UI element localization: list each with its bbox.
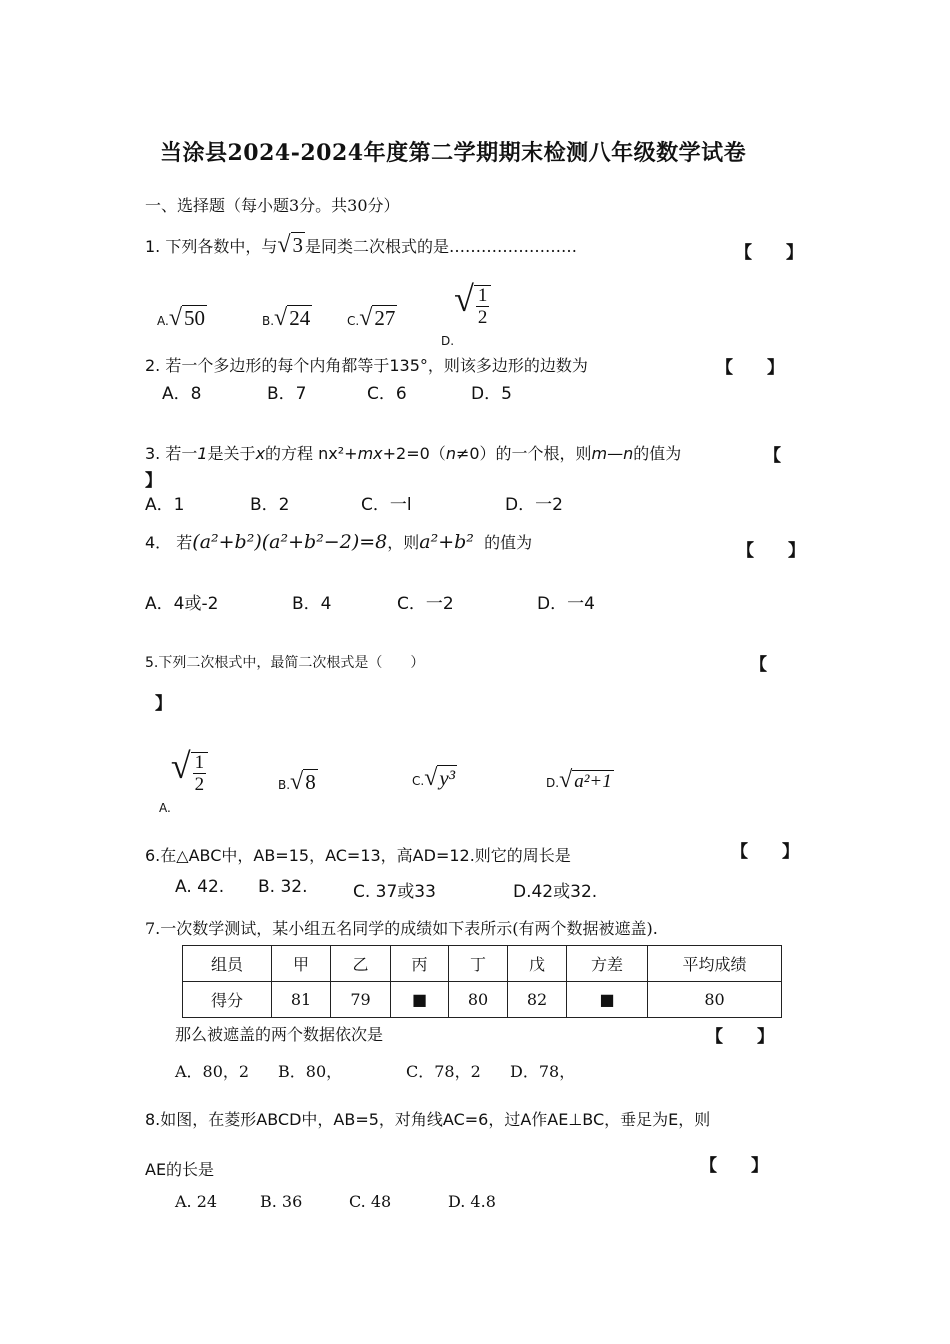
- q7-option-b: B．80，: [278, 1062, 343, 1081]
- q8-answer-bracket: 【 】: [700, 1156, 768, 1176]
- q5-option-b: B.√8: [278, 769, 316, 795]
- q7-question: 那么被遮盖的两个数据依次是: [175, 1025, 384, 1044]
- q8-option-a: A. 24: [175, 1192, 218, 1211]
- table-header-cell: 组员: [183, 946, 272, 982]
- q2-option-a: A．8: [162, 384, 202, 404]
- question-5: 5.下列二次根式中，最简二次根式是（ ）: [145, 655, 425, 671]
- question-8: 8.如图，在菱形ABCD中，AB=5，对角线AC=6，过A作AE⊥BC，垂足为E，则: [145, 1110, 711, 1129]
- q2-option-d: D．5: [471, 384, 512, 404]
- q6-answer-bracket: 【 】: [731, 842, 799, 862]
- q5-option-c: C.√y³: [412, 765, 455, 791]
- q4-option-c: C．一2: [397, 594, 454, 614]
- q4-expression: a²+b²: [419, 531, 474, 553]
- question-7: 7.一次数学测试，某小组五名同学的成绩如下表所示(有两个数据被遮盖).: [145, 919, 658, 938]
- table-cell: ■: [391, 982, 449, 1018]
- q3-option-c: C．一l: [361, 495, 412, 515]
- table-cell: ■: [567, 982, 648, 1018]
- page-title: 当涂县2024-2024年度第二学期期末检测八年级数学试卷: [160, 140, 747, 166]
- q4-equation: (a²+b²)(a²+b²−2)=8: [192, 531, 388, 553]
- q4-option-d: D．一4: [537, 594, 595, 614]
- q2-option-c: C．6: [367, 384, 407, 404]
- q6-option-c: C. 37或33: [353, 882, 436, 902]
- q3-option-a: A．1: [145, 495, 185, 515]
- q5-option-d: D.√ a²+1: [546, 767, 612, 793]
- question-2: 2. 若一个多边形的每个内角都等于135°，则该多边形的边数为: [145, 356, 588, 375]
- q1-prefix: 1. 下列各数中，与: [145, 237, 278, 256]
- table-header-cell: 丁: [449, 946, 508, 982]
- q6-option-a: A. 42.: [175, 877, 225, 897]
- table-cell: 82: [508, 982, 567, 1018]
- table-cell: 79: [331, 982, 391, 1018]
- q6-option-d: D.42或32.: [513, 882, 598, 902]
- table-header-cell: 平均成绩: [648, 946, 782, 982]
- table-header-cell: 甲: [272, 946, 331, 982]
- question-3: 3. 若一1是关于x的方程 nx²+mx+2=0（n≠0）的一个根，则m—n的值为: [145, 444, 682, 463]
- q3-option-b: B．2: [250, 495, 290, 515]
- q1-suffix: 是同类二次根式的是……………………: [305, 237, 578, 256]
- score-table: [182, 945, 782, 1018]
- q8-option-c: C. 48: [349, 1192, 392, 1211]
- question-1: [145, 232, 577, 259]
- q1-option-c: C.√27: [347, 305, 396, 331]
- q8-option-d: D. 4.8: [448, 1192, 496, 1211]
- q5-bracket-close: 】: [155, 694, 172, 714]
- table-header-row: [183, 946, 782, 982]
- q4-option-a: A．4或-2: [145, 594, 219, 614]
- q8-option-b: B. 36: [260, 1192, 303, 1211]
- q7-option-c: C．78，2: [406, 1062, 481, 1081]
- q3-bracket-open: 【: [764, 446, 781, 466]
- q8-line-2: AE的长是: [145, 1160, 215, 1179]
- q1-answer-bracket: 【 】: [735, 243, 803, 263]
- q4-option-b: B．4: [292, 594, 332, 614]
- q2-option-b: B．7: [267, 384, 307, 404]
- q6-option-b: B. 32.: [258, 877, 308, 897]
- q1-radical: √3: [277, 232, 304, 258]
- section-heading: 一、选择题（每小题3分。共30分）: [145, 196, 400, 215]
- question-6: 6.在△ABC中，AB=15，AC=13，高AD=12.则它的周长是: [145, 846, 571, 865]
- q3-option-d: D．一2: [505, 495, 563, 515]
- q7-option-a: A．80，2: [175, 1062, 250, 1081]
- q1-option-a: A.√50: [157, 305, 205, 331]
- table-header-cell: 戊: [508, 946, 567, 982]
- table-cell: 80: [648, 982, 782, 1018]
- table-cell: 81: [272, 982, 331, 1018]
- q5-bracket-open: 【: [750, 655, 767, 675]
- q1-option-d: $_{D.}$√ $\frac{1}{2}$: [441, 278, 491, 348]
- q2-answer-bracket: 【 】: [716, 358, 784, 378]
- table-header-cell: 方差: [567, 946, 648, 982]
- table-header-cell: 乙: [331, 946, 391, 982]
- q7-answer-bracket: 【 】: [706, 1027, 774, 1047]
- q1-option-b: B.√24: [262, 305, 311, 331]
- question-4: 4． 若(a²+b²)(a²+b²−2)=8，则a²+b² 的值为: [145, 531, 533, 553]
- table-cell: 80: [449, 982, 508, 1018]
- table-header-cell: 丙: [391, 946, 449, 982]
- table-cell: 得分: [183, 982, 272, 1018]
- table-row: [183, 982, 782, 1018]
- q3-bracket-close: 】: [145, 471, 162, 491]
- q4-answer-bracket: 【 】: [737, 541, 805, 561]
- q5-option-a: $_{A.}$√ $\frac{1}{2}$: [159, 745, 208, 815]
- q7-option-d: D．78，: [510, 1062, 576, 1081]
